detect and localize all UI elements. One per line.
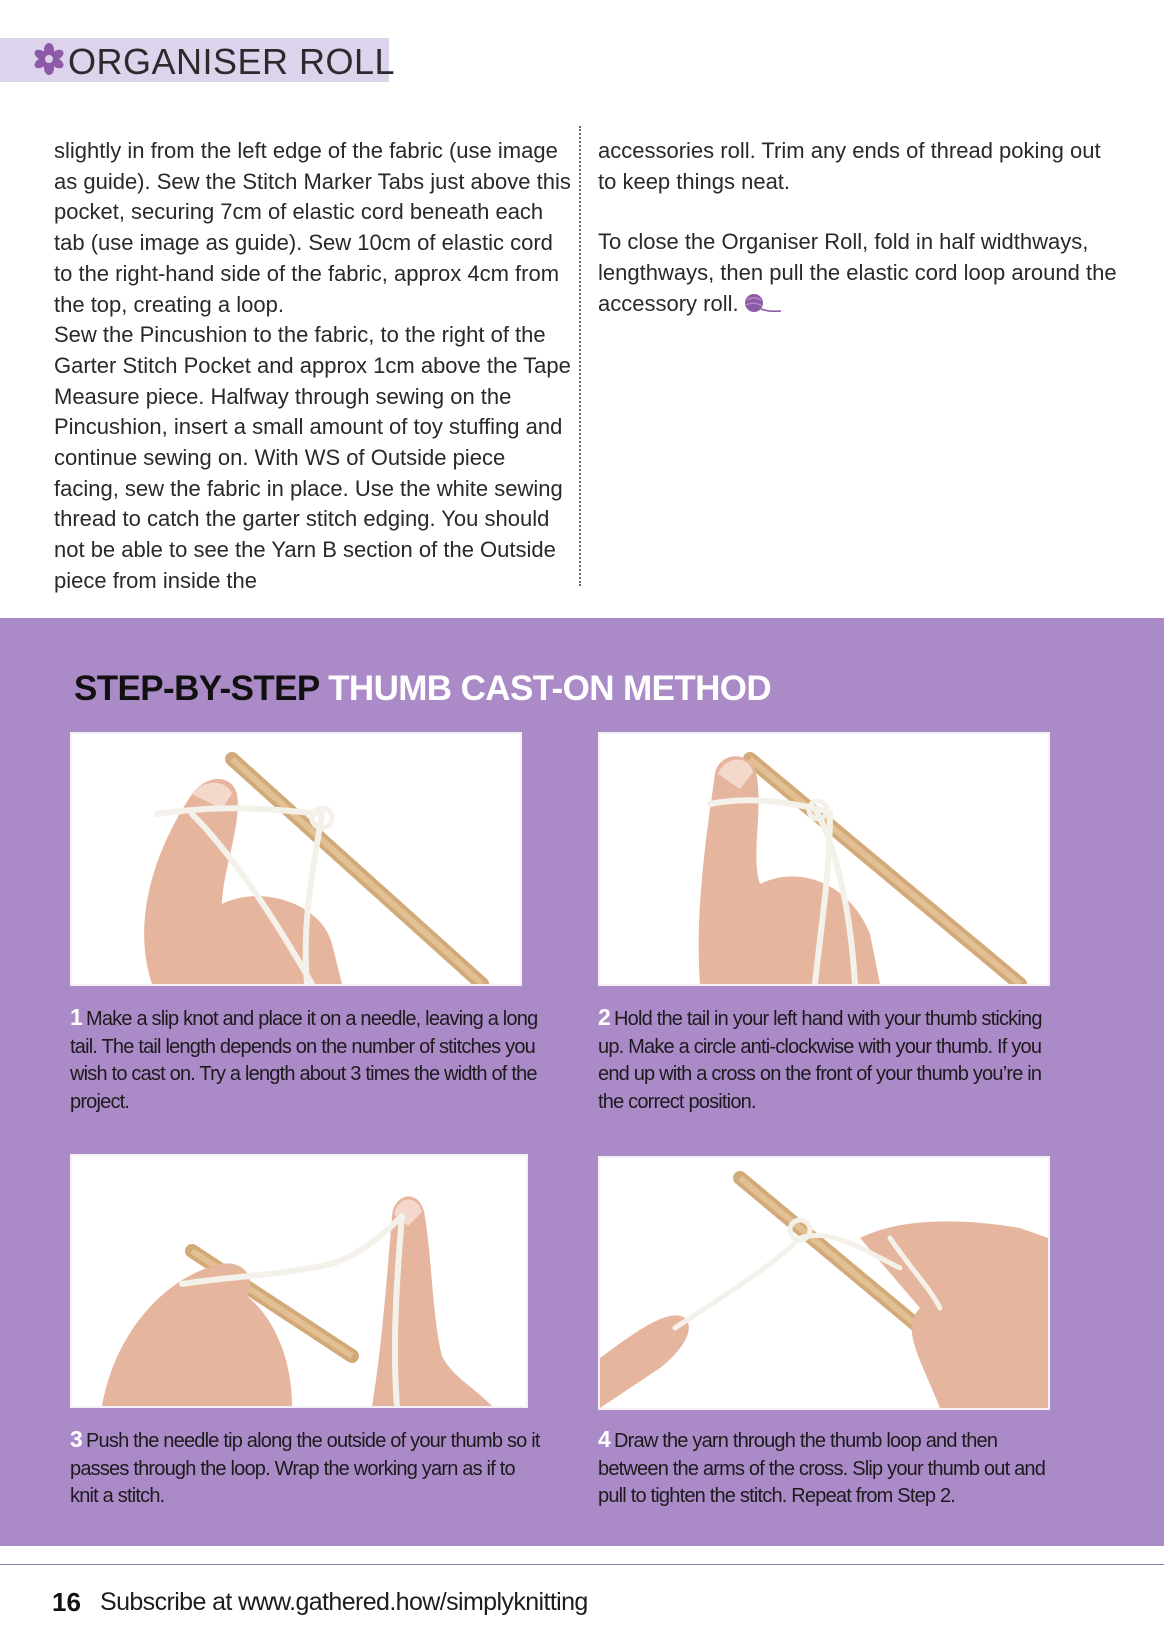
body-column-right bbox=[598, 136, 1118, 320]
column-divider bbox=[579, 126, 581, 586]
yarn-ball-icon bbox=[743, 292, 783, 314]
step-text: Push the needle tip along the outside of your thumb so it passes through the loop. Wrap the working yarn as if to knit a stitch. bbox=[70, 1430, 540, 1507]
body-paragraph-end bbox=[598, 227, 1118, 319]
step-2-photo bbox=[598, 732, 1050, 986]
step-1-caption bbox=[70, 1004, 540, 1116]
footer-rule bbox=[0, 1564, 1164, 1565]
step-by-step-heading bbox=[74, 668, 771, 710]
step-number: 1 bbox=[70, 1004, 82, 1030]
step-text: Make a slip knot and place it on a needle, leaving a long tail. The tail length depends on the number of stitches you wish to cast on. Try a length about 3 times the width of the project. bbox=[70, 1008, 538, 1113]
section-title: ORGANISER ROLL bbox=[68, 41, 396, 82]
step-4-caption bbox=[598, 1426, 1068, 1511]
body-paragraph: Sew the Pincushion to the fabric, to the right of the Garter Stitch Pocket and approx 1cm above the Tape Measure piece. Halfway through sewing on the Pincushion, insert a small amount of toy stuffing and continue sewing on. With WS of Outside piece facing, sew the fabric in place. Use the white sewing thread to catch the garter stitch edging. You should not be able to see the Yarn B section of the Outside piece from inside the bbox=[54, 322, 571, 593]
subscribe-link[interactable]: Subscribe at www.gathered.how/simplyknitting bbox=[100, 1588, 588, 1616]
flower-icon bbox=[34, 42, 64, 76]
step-3-photo bbox=[70, 1154, 528, 1408]
step-text: Draw the yarn through the thumb loop and then between the arms of the cross. Slip your thumb out and pull to tighten the stitch. Repeat from Step 2. bbox=[598, 1430, 1046, 1507]
step-number: 3 bbox=[70, 1426, 82, 1452]
body-column-left bbox=[54, 136, 574, 597]
body-paragraph: slightly in from the left edge of the fabric (use image as guide). Sew the Stitch Marker Tabs just above this pocket, securing 7cm of elastic cord beneath each tab (use image as guide). Sew 10cm of elastic cord to the right-hand side of the fabric, approx 4cm from the top, creating a loop. bbox=[54, 138, 571, 317]
step-text: Hold the tail in your left hand with your thumb sticking up. Make a circle anti-clockwise with your thumb. If you end up with a cross on the front of your thumb you’re in the correct position. bbox=[598, 1008, 1042, 1113]
step-1-photo bbox=[70, 732, 522, 986]
body-paragraph-text: To close the Organiser Roll, fold in half widthways, lengthways, then pull the elastic cord loop around the accessory roll. bbox=[598, 229, 1117, 316]
step-number: 2 bbox=[598, 1004, 610, 1030]
heading-light-part: THUMB CAST-ON METHOD bbox=[328, 669, 772, 708]
page-number: 16 bbox=[52, 1587, 81, 1617]
heading-dark-part: STEP-BY-STEP bbox=[74, 669, 319, 708]
body-paragraph: accessories roll. Trim any ends of thread poking out to keep things neat. bbox=[598, 138, 1101, 194]
step-4-photo bbox=[598, 1156, 1050, 1410]
step-2-caption bbox=[598, 1004, 1068, 1116]
step-3-caption bbox=[70, 1426, 540, 1511]
step-number: 4 bbox=[598, 1426, 610, 1452]
